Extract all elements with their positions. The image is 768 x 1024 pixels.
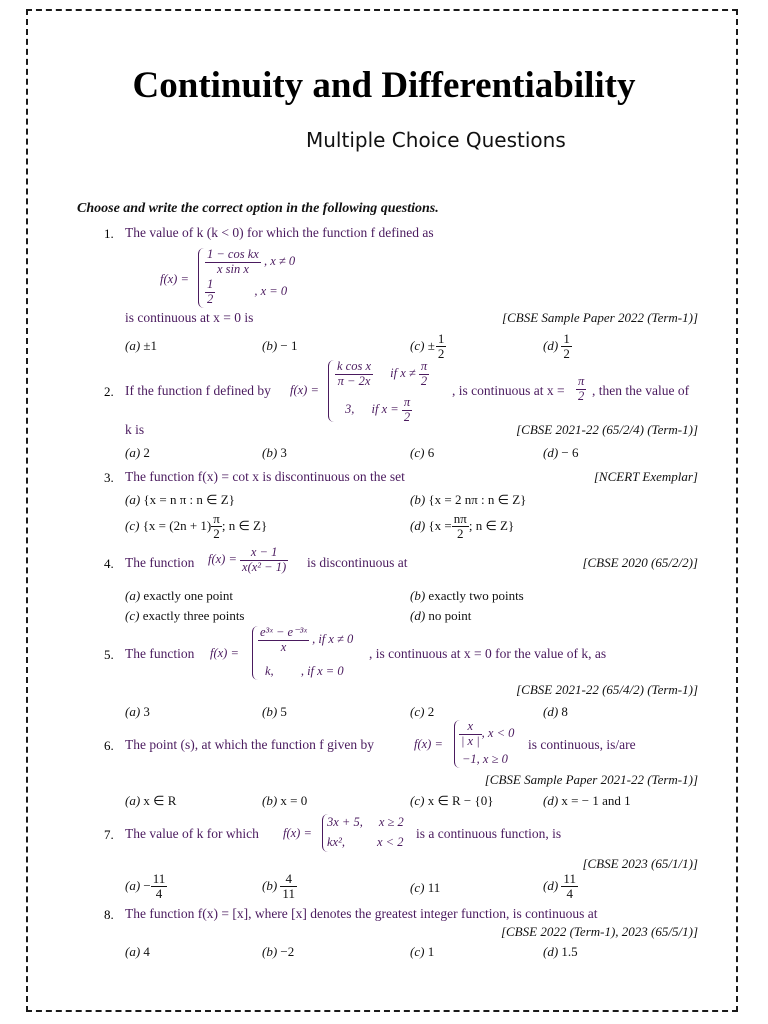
math-top-row: $\frac{x}{| x |}$ , x < 0	[461, 719, 515, 748]
question-number: 3.	[104, 470, 114, 485]
question-text-a: The point (s), at which the function f given by	[125, 737, 374, 752]
option-b: (b) $\frac{4}{11}$	[262, 871, 295, 902]
math-top-row: $\frac{\text{e³ˣ − e⁻³ˣ}}{x}$ , if x ≠ 0	[260, 625, 354, 654]
question-text-b: , is continuous at x = 0 for the value of k, as	[369, 646, 607, 661]
option-c: (c) ± $\frac{1}{2}$	[410, 331, 445, 362]
option-c: (c) {x = (2n + 1) $\frac{\pi}{2}$ ; n ∈ Z}	[125, 511, 268, 542]
option-c: (c) exactly three points	[125, 608, 245, 623]
question-text-b: is discontinuous at	[307, 555, 408, 570]
question-source: [CBSE 2020 (65/2/2)]	[582, 555, 698, 570]
math-fx: f(x) =	[290, 383, 319, 397]
question-number: 6.	[104, 738, 114, 753]
option-c: (c) 1	[410, 944, 435, 959]
question-number: 1.	[104, 226, 114, 241]
option-b: (b) x = 0	[262, 793, 308, 808]
question-text: The value of k (k < 0) for which the function f defined as	[125, 225, 434, 240]
option-a: (a) 4	[125, 944, 150, 959]
question-text-c: , then the value of	[592, 383, 690, 398]
question-text: The function f(x) = [x], where [x] denotes the greatest integer function, is continuous at	[125, 906, 598, 921]
math-fx: f(x) =	[210, 646, 239, 660]
option-b: (b) exactly two points	[410, 588, 524, 603]
piecewise-brace	[328, 360, 335, 422]
question-text: The function f(x) = cot x is discontinuous on the set	[125, 469, 405, 484]
math-bottom-row: 3, if x = $\frac{\pi}{2}$	[345, 395, 411, 424]
option-a: (a) x ∈ R	[125, 793, 177, 808]
math-bottom-row: k, , if x = 0	[265, 664, 344, 678]
question-text-b: , is continuous at x =	[452, 383, 565, 398]
option-d: (d) x = − 1 and 1	[543, 793, 631, 808]
option-d: (d) {x = $\frac{n\pi}{2}$ ; n ∈ Z}	[410, 511, 515, 542]
question-source: [CBSE Sample Paper 2021-22 (Term-1)]	[484, 772, 698, 787]
option-d: (d) − 6	[543, 445, 579, 460]
math-expression: f(x) = $\frac{x - 1}{\text{x(x² − 1)}}$	[208, 545, 287, 574]
question-source: [CBSE 2022 (Term-1), 2023 (65/5/1)]	[500, 924, 698, 939]
math-top-row: $\frac{\text{k cos x}}{\pi - 2x}$ if x ≠ $\frac{\pi}{2}$	[337, 359, 428, 388]
question-text-a: The value of k for which	[125, 826, 259, 841]
option-c: (c) x ∈ R − {0}	[410, 793, 494, 808]
question-number: 8.	[104, 907, 114, 922]
option-d: (d) $\frac{1}{2}$	[543, 331, 570, 362]
option-b: (b) 3	[262, 445, 287, 460]
option-a: (a) {x = n π : n ∈ Z}	[125, 492, 235, 507]
math-fx: f(x) =	[160, 272, 189, 286]
question-text-b: is continuous, is/are	[528, 737, 636, 752]
option-d: (d) 8	[543, 704, 568, 719]
question-number: 5.	[104, 647, 114, 662]
question-number: 2.	[104, 384, 114, 399]
math-bottom-row: $\frac{1}{2}$ , x = 0	[207, 277, 288, 306]
question-source: [CBSE 2021-22 (65/2/4) (Term-1)]	[516, 422, 698, 437]
question-continuation: k is	[125, 422, 145, 437]
option-a: (a) 2	[125, 445, 150, 460]
option-d: (d) no point	[410, 608, 472, 623]
page-subtitle: Multiple Choice Questions	[306, 128, 566, 152]
option-b: (b) − 1	[262, 338, 298, 353]
question-source: [CBSE 2023 (65/1/1)]	[582, 856, 698, 871]
question-text-a: The function	[125, 555, 195, 570]
option-b: (b) 5	[262, 704, 287, 719]
option-b: (b) −2	[262, 944, 295, 959]
option-d: (d) 1.5	[543, 944, 578, 959]
piecewise-brace	[198, 248, 205, 308]
math-top-row: 3x + 5, x ≥ 2	[327, 815, 404, 829]
question-text-a: If the function f defined by	[125, 383, 271, 398]
question-continuation: is continuous at x = 0 is	[125, 310, 254, 325]
option-c: (c) 6	[410, 445, 435, 460]
instruction-text: Choose and write the correct option in the following questions.	[77, 201, 439, 216]
option-a: (a) exactly one point	[125, 588, 233, 603]
question-source: [NCERT Exemplar]	[593, 469, 698, 484]
question-number: 7.	[104, 827, 114, 842]
math-fx: f(x) =	[414, 737, 443, 751]
question-source: [CBSE Sample Paper 2022 (Term-1)]	[502, 310, 698, 325]
question-text-b: is a continuous function, is	[416, 826, 562, 841]
option-a: (a) − $\frac{11}{4}$	[125, 871, 166, 902]
option-c: (c) 11	[410, 880, 441, 895]
question-text-a: The function	[125, 646, 195, 661]
option-a: (a) 3	[125, 704, 150, 719]
option-a: (a) ±1	[125, 338, 158, 353]
math-top-row: $\frac{\text{1 − cos kx}}{\text{x sin x}}$ , x ≠ 0	[207, 247, 296, 276]
math-bottom-row: kx², x < 2	[327, 835, 404, 849]
math-fx: f(x) =	[283, 826, 312, 840]
question-number: 4.	[104, 556, 114, 571]
question-source: [CBSE 2021-22 (65/4/2) (Term-1)]	[516, 682, 698, 697]
page-title: Continuity and Differentiability	[132, 65, 636, 106]
option-d: (d) $\frac{11}{4}$	[543, 871, 576, 902]
option-c: (c) 2	[410, 704, 435, 719]
math-pi-half: $\frac{\pi}{2}$	[578, 374, 585, 403]
math-bottom-row: −1, x ≥ 0	[462, 752, 508, 766]
option-b: (b) {x = 2 nπ : n ∈ Z}	[410, 492, 527, 507]
